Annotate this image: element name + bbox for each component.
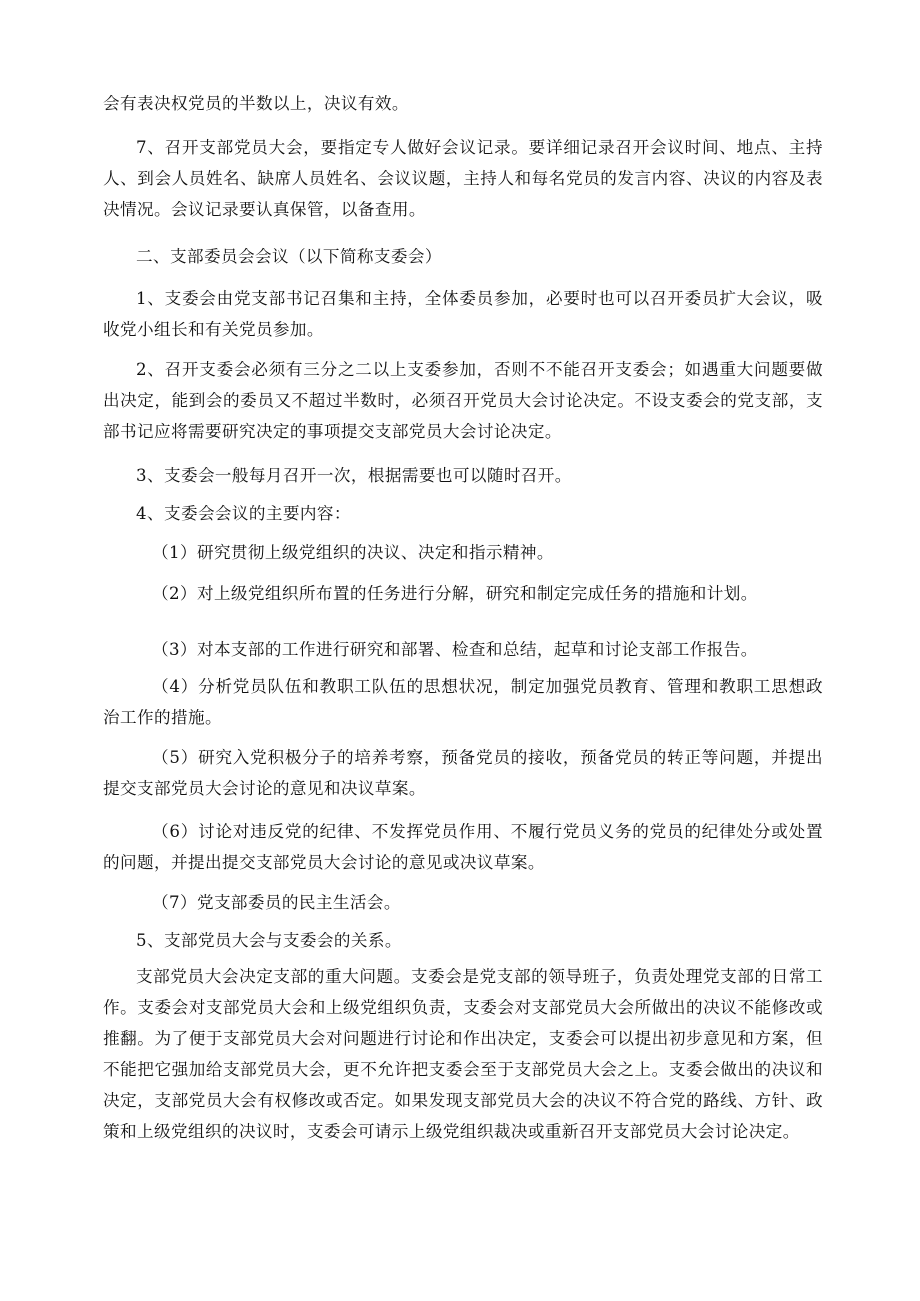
paragraph-item-2: 2、召开支委会必须有三分之二以上支委参加，否则不不能召开支委会；如遇重大问题要做出决定，能到会的委员又不超过半数时，必须召开党员大会讨论决定。不设支委会的党支部，支部书记应将需要研究决定的事项提交支部党员大会讨论决定。 bbox=[103, 360, 823, 441]
sub-item-2: （2）对上级党组织所布置的任务进行分解，研究和制定完成任务的措施和计划。 bbox=[152, 584, 758, 603]
sub-item-6: （6）讨论对违反党的纪律、不发挥党员作用、不履行党员义务的党员的纪律处分或处置的问题，并提出提交支部党员大会讨论的意见或决议草案。 bbox=[103, 822, 823, 872]
paragraph-item-7-meeting-records: 7、召开支部党员大会，要指定专人做好会议记录。要详细记录召开会议时间、地点、主持人、到会人员姓名、缺席人员姓名、会议议题，主持人和每名党员的发言内容、决议的内容及表决情况。会议记录要认真保管，以备查用。 bbox=[103, 138, 823, 219]
paragraph-item-3: 3、支委会一般每月召开一次，根据需要也可以随时召开。 bbox=[136, 466, 572, 485]
paragraph-item-4: 4、支委会会议的主要内容： bbox=[136, 504, 351, 523]
paragraph-item-5: 5、支部党员大会与支委会的关系。 bbox=[136, 931, 402, 950]
paragraph-item-1: 1、支委会由党支部书记召集和主持，全体委员参加，必要时也可以召开委员扩大会议，吸收党小组长和有关党员参加。 bbox=[103, 289, 823, 339]
paragraph-continuation: 会有表决权党员的半数以上，决议有效。 bbox=[103, 94, 409, 113]
sub-item-1: （1）研究贯彻上级党组织的决议、决定和指示精神。 bbox=[152, 543, 554, 562]
paragraph-relationship-body: 支部党员大会决定支部的重大问题。支委会是党支部的领导班子，负责处理党支部的日常工作。支委会对支部党员大会和上级党组织负责，支委会对支部党员大会所做出的决议不能修改或推翻。为了便于支部党员大会对问题进行讨论和作出决定，支委会可以提出初步意见和方案，但不能把它强加给支部党员大会，更不允许把支委会至于支部党员大会之上。支委会做出的决议和决定，支部党员大会有权修改或否定。如果发现支部党员大会的决议不符合党的路线、方针、政策和上级党组织的决议时，支委会可请示上级党组织裁决或重新召开支部党员大会讨论决定。 bbox=[103, 967, 823, 1141]
sub-item-7: （7）党支部委员的民主生活会。 bbox=[152, 893, 401, 912]
sub-item-5: （5）研究入党积极分子的培养考察，预备党员的接收，预备党员的转正等问题，并提出提交支部党员大会讨论的意见和决议草案。 bbox=[103, 748, 823, 798]
sub-item-3: （3）对本支部的工作进行研究和部署、检查和总结，起草和讨论支部工作报告。 bbox=[152, 640, 758, 659]
section-heading-branch-committee: 二、支部委员会会议（以下简称支委会） bbox=[136, 247, 442, 266]
sub-item-4: （4）分析党员队伍和教职工队伍的思想状况，制定加强党员教育、管理和教职工思想政治工作的措施。 bbox=[103, 677, 823, 727]
